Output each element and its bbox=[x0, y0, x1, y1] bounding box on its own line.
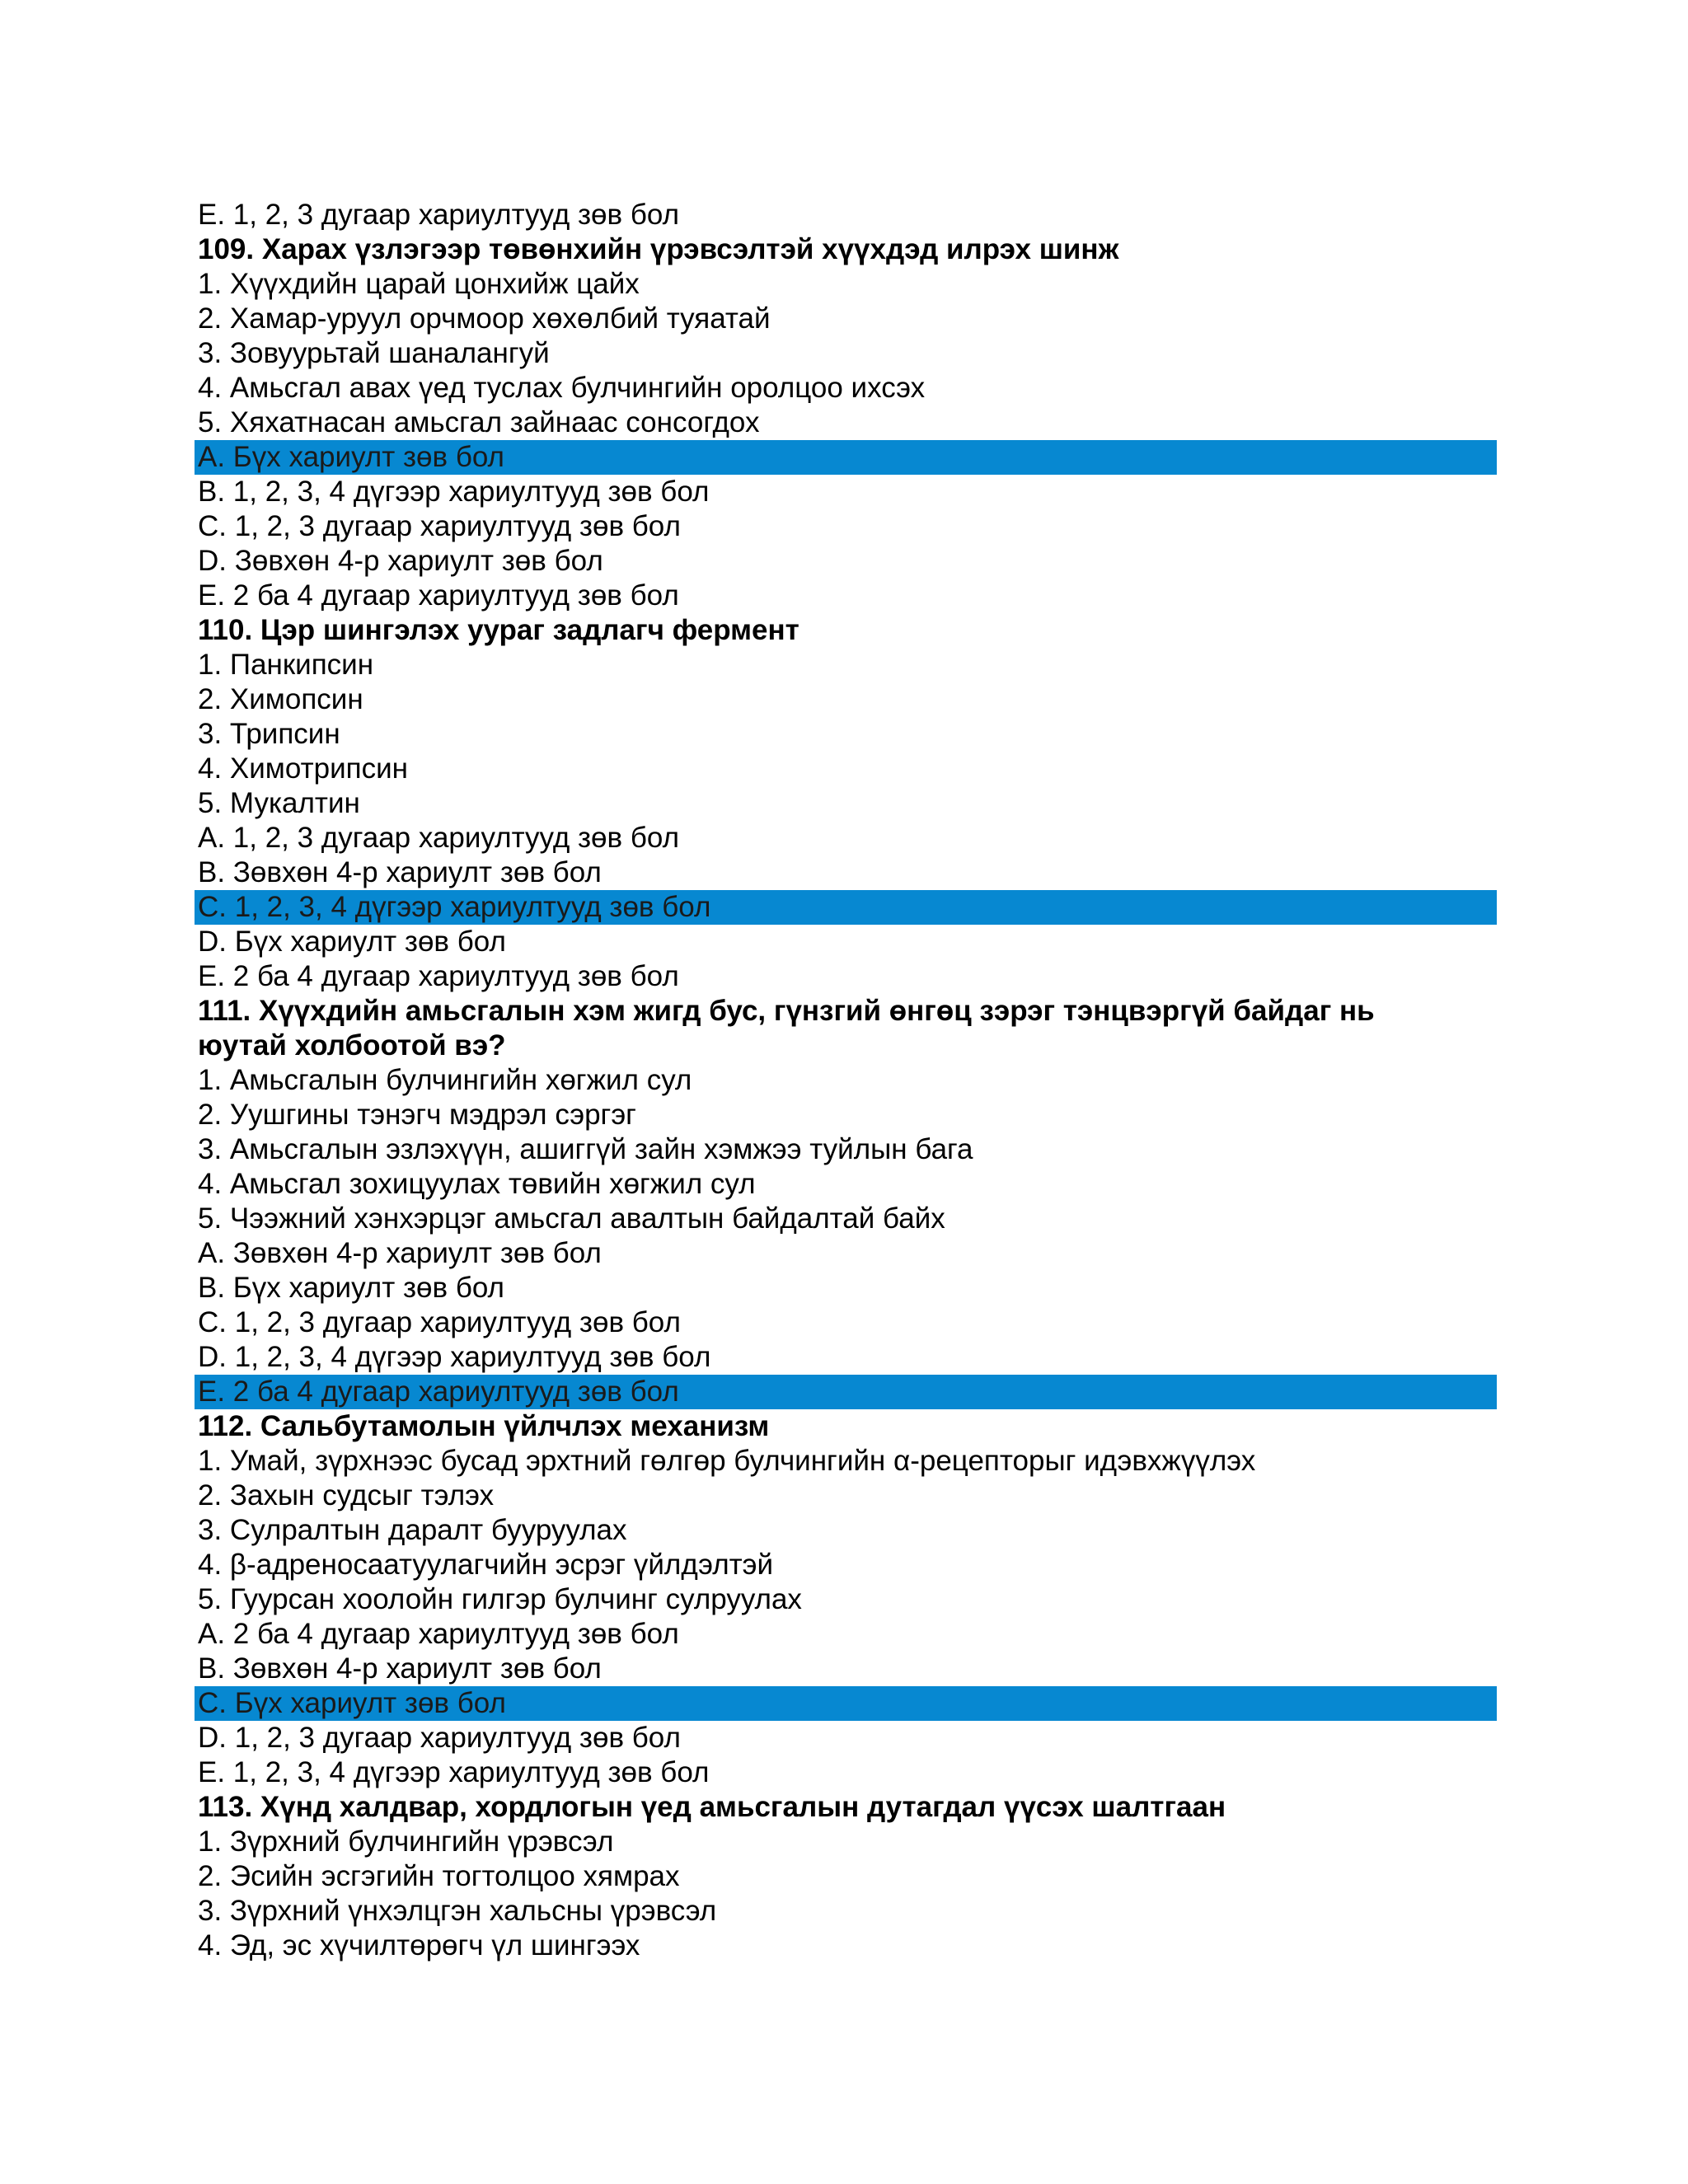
answer-option: C. 1, 2, 3 дугаар хариултууд зөв бол bbox=[198, 510, 681, 542]
answer-option: A. 1, 2, 3 дугаар хариултууд зөв бол bbox=[198, 822, 679, 854]
statement-item: 1. Амьсгалын булчингийн хөгжил сул bbox=[198, 1064, 692, 1096]
statement-item: 2. Химопсин bbox=[198, 683, 363, 715]
statement-item: 4. Амьсгал зохицуулах төвийн хөгжил сул bbox=[198, 1168, 756, 1200]
question-title: 110. Цэр шингэлэх уураг задлагч фермент bbox=[198, 614, 799, 646]
answer-option: B. Бүх хариулт зөв бол bbox=[198, 1272, 504, 1304]
statement-item: 5. Чээжний хэнхэрцэг амьсгал авалтын байдалтай байх bbox=[198, 1202, 945, 1235]
answer-option: B. Зөвхөн 4-р хариулт зөв бол bbox=[198, 1652, 602, 1685]
correct-answer-option: C. Бүх хариулт зөв бол bbox=[195, 1686, 1497, 1721]
question-title: 111. Хүүхдийн амьсгалын хэм жигд бус, гүнзгий өнгөц зэрэг тэнцвэргүй байдаг нь юутай холбоотой вэ? bbox=[198, 995, 1375, 1062]
answer-option: C. 1, 2, 3 дугаар хариултууд зөв бол bbox=[198, 1306, 681, 1338]
statement-item: 2. Уушгины тэнэгч мэдрэл сэргэг bbox=[198, 1099, 636, 1131]
statement-item: 4. Амьсгал авах үед туслах булчингийн оролцоо ихсэх bbox=[198, 372, 926, 404]
statement-item: 3. Трипсин bbox=[198, 718, 340, 750]
statement-item: 2. Захын судсыг тэлэх bbox=[198, 1479, 495, 1511]
statement-item: 2. Хамар-уруул орчмоор хөхөлбий туяатай bbox=[198, 302, 771, 335]
answer-option: B. 1, 2, 3, 4 дүгээр хариултууд зөв бол bbox=[198, 476, 710, 508]
statement-item: 1. Умай, зүрхнээс бусад эрхтний гөлгөр булчингийн α-рецепторыг идэвхжүүлэх bbox=[198, 1445, 1256, 1477]
answer-option: D. Зөвхөн 4-р хариулт зөв бол bbox=[198, 545, 603, 577]
answer-option: E. 2 ба 4 дугаар хариултууд зөв бол bbox=[198, 579, 679, 612]
statement-item: 4. β-адреносаатуулагчийн эсрэг үйлдэлтэй bbox=[198, 1549, 774, 1581]
statement-item: 3. Сулралтын даралт бууруулах bbox=[198, 1514, 627, 1546]
answer-option: D. 1, 2, 3 дугаар хариултууд зөв бол bbox=[198, 1722, 681, 1754]
statement-item: 4. Эд, эс хүчилтөрөгч үл шингээх bbox=[198, 1929, 640, 1961]
answer-option: B. Зөвхөн 4-р хариулт зөв бол bbox=[198, 856, 602, 888]
question-title: 113. Хүнд халдвар, хордлогын үед амьсгалын дутагдал үүсэх шалтгаан bbox=[198, 1791, 1226, 1823]
answer-option: E. 1, 2, 3 дугаар хариултууд зөв бол bbox=[198, 199, 679, 231]
statement-item: 1. Зүрхний булчингийн үрэвсэл bbox=[198, 1825, 614, 1858]
correct-answer-option: E. 2 ба 4 дугаар хариултууд зөв бол bbox=[195, 1375, 1497, 1409]
statement-item: 1. Хүүхдийн царай цонхийж цайх bbox=[198, 268, 640, 300]
correct-answer-option: C. 1, 2, 3, 4 дүгээр хариултууд зөв бол bbox=[195, 890, 1497, 925]
answer-option: D. Бүх хариулт зөв бол bbox=[198, 926, 506, 958]
answer-option: A. Зөвхөн 4-р хариулт зөв бол bbox=[198, 1237, 602, 1269]
answer-option: A. 2 ба 4 дугаар хариултууд зөв бол bbox=[198, 1618, 679, 1650]
quiz-content bbox=[195, 198, 1497, 1963]
answer-option: E. 1, 2, 3, 4 дүгээр хариултууд зөв бол bbox=[198, 1756, 710, 1788]
statement-item: 5. Мукалтин bbox=[198, 787, 360, 819]
statement-item: 3. Зовуурьтай шаналангуй bbox=[198, 337, 550, 369]
statement-item: 5. Хяхатнасан амьсгал зайнаас сонсогдох bbox=[198, 406, 760, 438]
answer-option: E. 2 ба 4 дугаар хариултууд зөв бол bbox=[198, 960, 679, 992]
answer-option: D. 1, 2, 3, 4 дүгээр хариултууд зөв бол bbox=[198, 1341, 711, 1373]
statement-item: 5. Гуурсан хоолойн гилгэр булчинг сулруулах bbox=[198, 1583, 802, 1615]
statement-item: 3. Зүрхний үнхэлцгэн хальсны үрэвсэл bbox=[198, 1895, 717, 1927]
statement-item: 1. Панкипсин bbox=[198, 649, 374, 681]
question-title: 112. Сальбутамолын үйлчлэх механизм bbox=[198, 1410, 770, 1442]
correct-answer-option: A. Бүх хариулт зөв бол bbox=[195, 440, 1497, 475]
statement-item: 2. Эсийн эсгэгийн тогтолцоо хямрах bbox=[198, 1860, 680, 1892]
question-title: 109. Харах үзлэгээр төвөнхийн үрэвсэлтэй хүүхдэд илрэх шинж bbox=[198, 233, 1119, 265]
statement-item: 3. Амьсгалын эзлэхүүн, ашиггүй зайн хэмжээ туйлын бага bbox=[198, 1133, 973, 1165]
statement-item: 4. Химотрипсин bbox=[198, 752, 408, 785]
